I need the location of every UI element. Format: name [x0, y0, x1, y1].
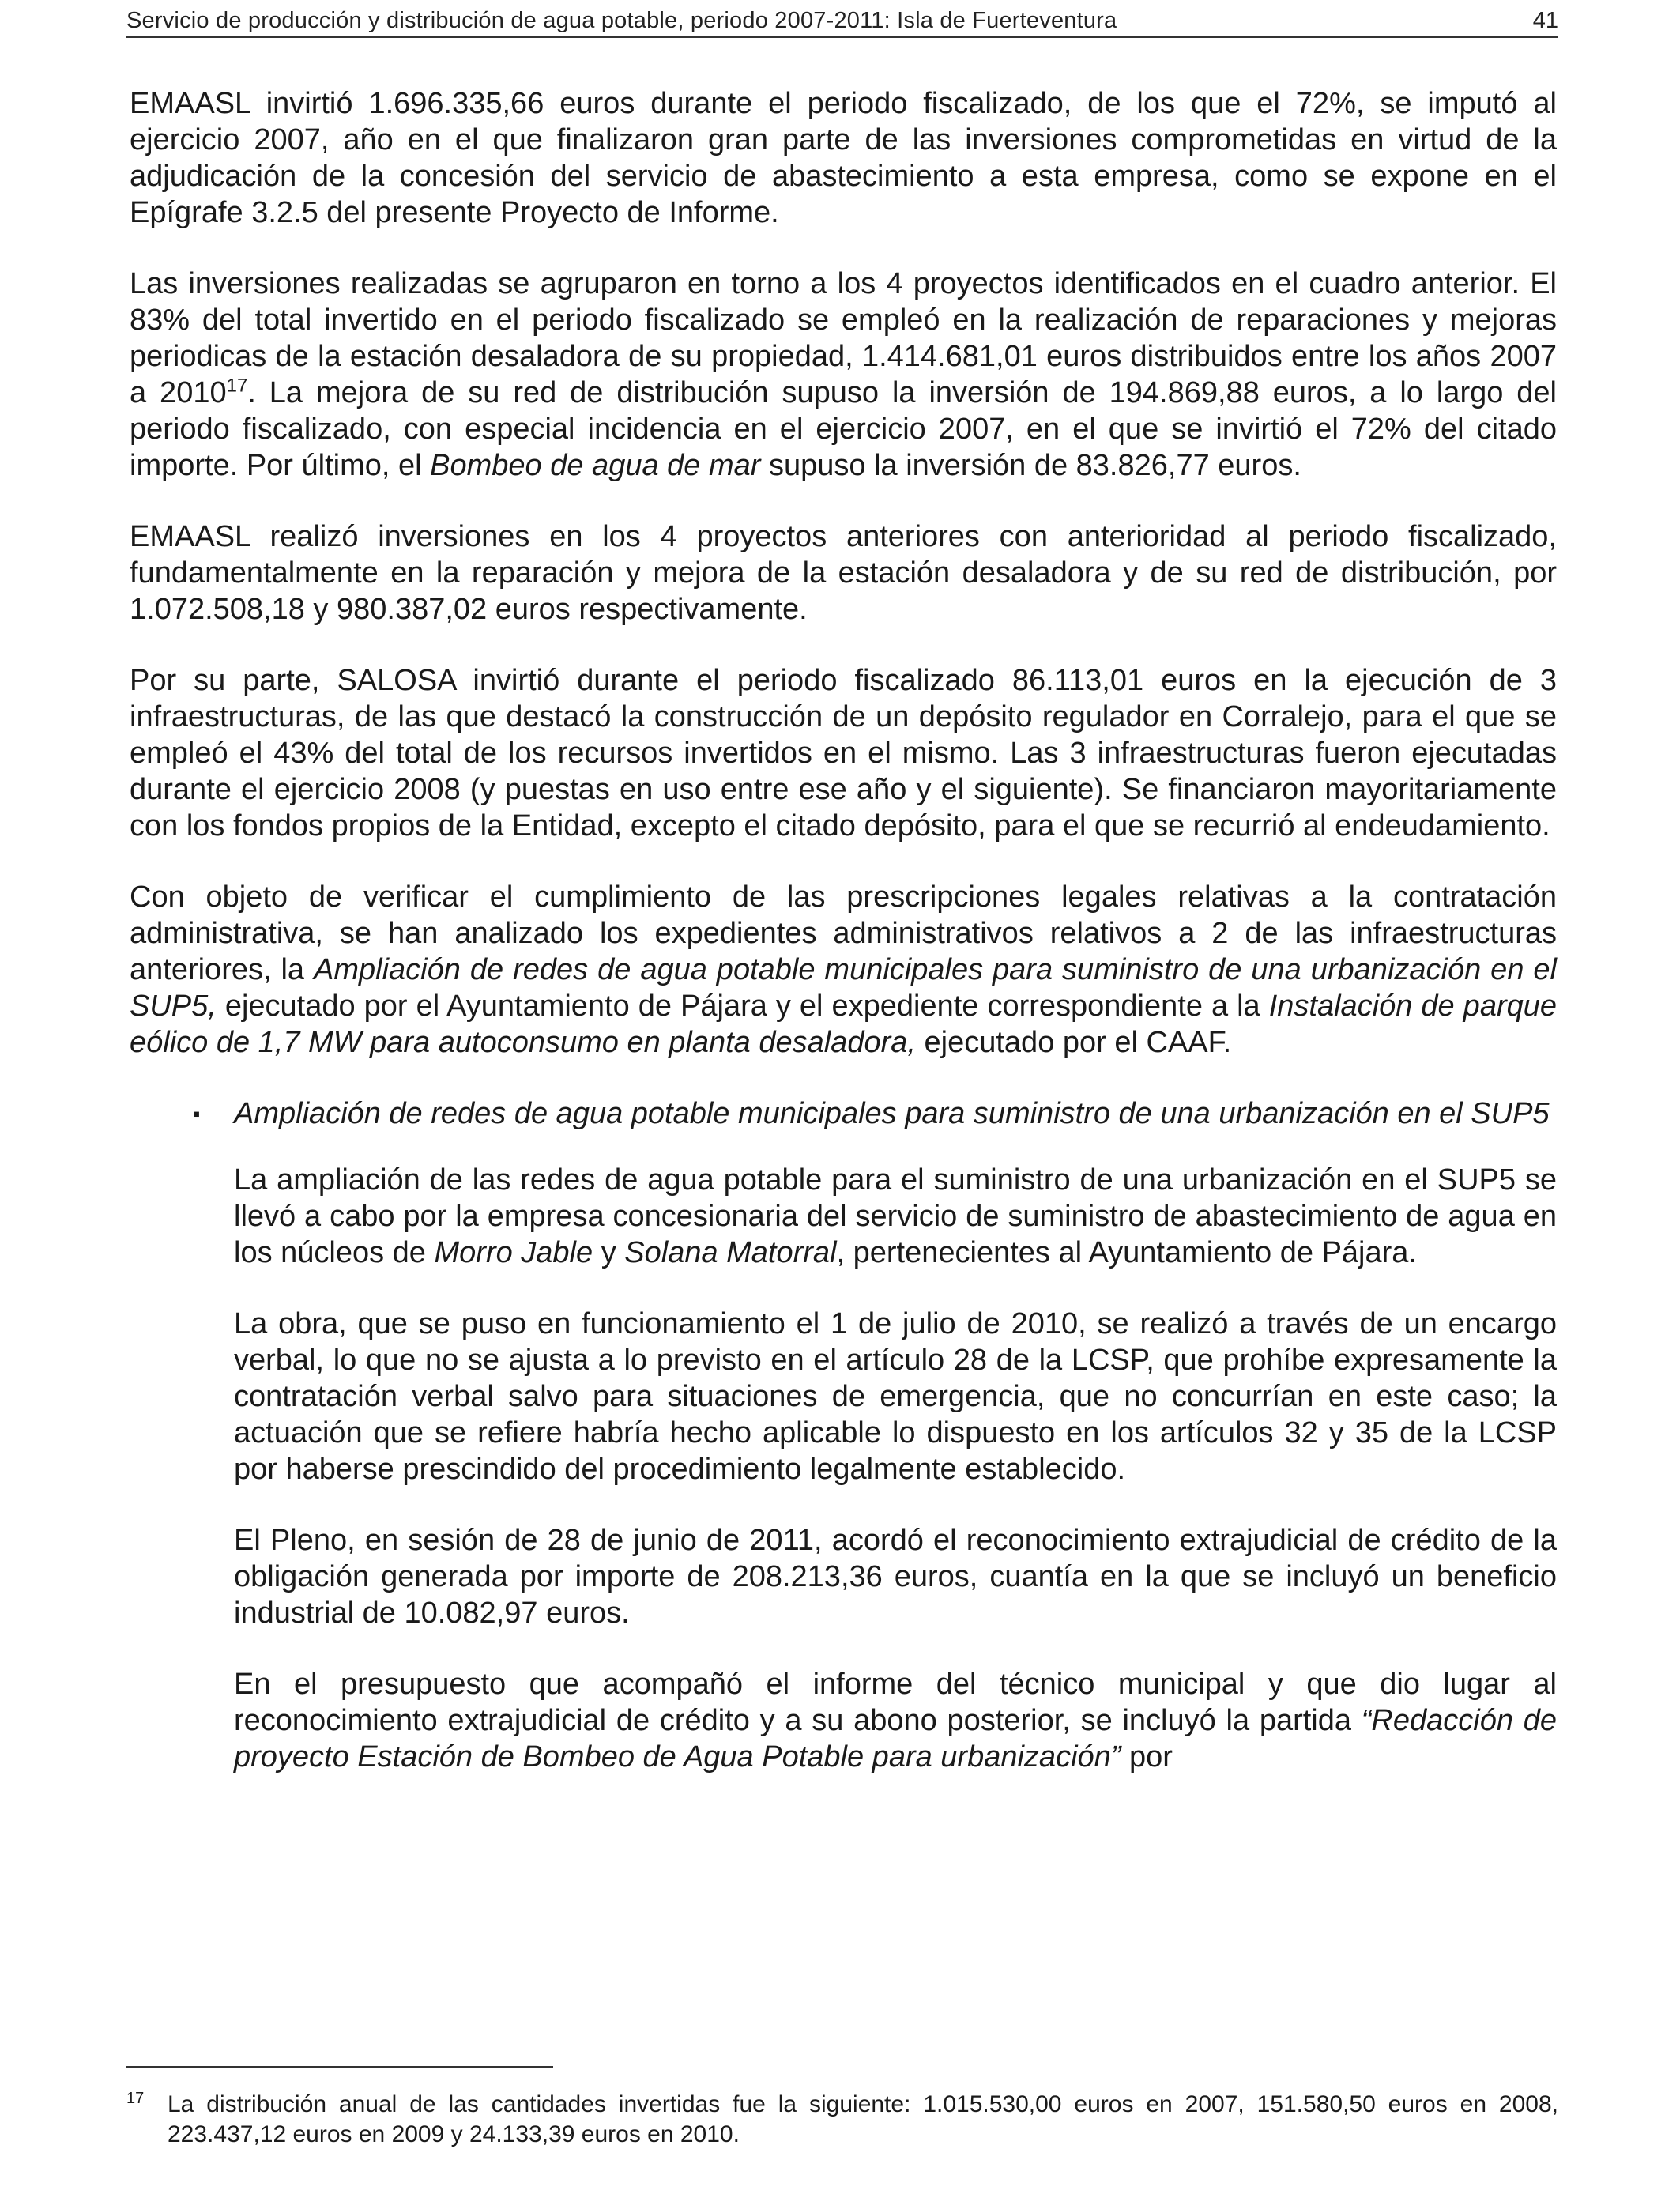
paragraph-text: por: [1121, 1740, 1173, 1774]
footnote-mark: 17: [126, 2090, 145, 2107]
paragraph-text: ejecutado por el Ayuntamiento de Pájara y el expediente correspondiente a la: [216, 990, 1269, 1023]
italic-place-name: Morro Jable: [434, 1236, 593, 1269]
paragraph-text: . La mejora de su red de distribución supuso la inversión de 194.869,88 euros, a lo largo del periodo fiscalizado, con especial incidencia en el ejercicio 2007, en el que se invirtió el 72% del citado importe. Por último, el: [130, 376, 1557, 482]
paragraph-text: La ampliación de las redes de agua potable para el suministro de una urbanización en el SUP5 se llevó a cabo por la empresa concesionaria del servicio de suministro de abastecimiento de agua en los núcleos de: [234, 1163, 1557, 1269]
paragraph-emaasl-investment: EMAASL invirtió 1.696.335,66 euros durante el periodo fiscalizado, de los que el 72%, se imputó al ejercicio 2007, año en el que finalizaron gran parte de las inversiones comprometidas en virtud de la adjudicación de la concesión del servicio de abastecimiento a esta empresa, como se expone en el Epígrafe 3.2.5 del presente Proyecto de Informe.: [130, 87, 1557, 229]
paragraph-text: y: [593, 1236, 625, 1269]
paragraph-investment-projects: [130, 266, 1557, 484]
paragraph-salosa-investment: Por su parte, SALOSA invirtió durante el periodo fiscalizado 86.113,01 euros en la ejecución de 3 infraestructuras, de las que destacó la construcción de un depósito regulador en Corralejo, para el que se empleó el 43% del total de los recursos invertidos en el mismo. Las 3 infraestructuras fueron ejecutadas durante el ejercicio 2008 (y puestas en uso entre ese año y el siguiente). Se financiaron mayoritariamente con los fondos propios de la Entidad, excepto el citado depósito, para el que se recurrió al endeudamiento.: [130, 664, 1557, 843]
page-number: 41: [1532, 8, 1558, 33]
page-header: [126, 5, 1558, 36]
footnote-rule: [126, 2066, 553, 2068]
italic-quoted-item: “Redacción de proyecto Estación de Bombeo de Agua Potable para urbanización”: [234, 1704, 1557, 1774]
italic-project-name: Bombeo de agua de mar: [430, 449, 761, 482]
bullet-section-sup5: [130, 1095, 1557, 1775]
footnote-reference[interactable]: 17: [226, 375, 248, 397]
paragraph-text: En el presupuesto que acompañó el informe del técnico municipal y que dio lugar al reconocimiento extrajudicial de crédito y a su abono posterior, se incluyó la partida: [234, 1668, 1557, 1737]
paragraph-text: Las inversiones realizadas se agruparon en torno a los 4 proyectos identificados en el cuadro anterior. El 83% del total invertido en el periodo fiscalizado se empleó en la realización de reparaciones y mejoras periodicas de la estación desaladora de su propiedad, 1.414.681,01 euros distribuidos entre los años 2007 a 2010: [130, 267, 1557, 409]
footnote: [126, 2090, 1558, 2150]
paragraph-text: , pertenecientes al Ayuntamiento de Pájara.: [836, 1236, 1417, 1269]
paragraph-text: ejecutado por el CAAF.: [915, 1026, 1232, 1059]
square-bullet-icon: ▪: [193, 1102, 201, 1125]
paragraph-verbal-contract: La obra, que se puso en funcionamiento el 1 de julio de 2010, se realizó a través de un encargo verbal, lo que no se ajusta a lo previsto en el artículo 28 de la LCSP, que prohíbe expresamente la contratación verbal salvo para situaciones de emergencia, que no concurrían en este caso; la actuación que se refiere habría hecho aplicable lo dispuesto en los artículos 32 y 35 de la LCSP por haberse prescindido del procedimiento legalmente establecido.: [234, 1307, 1557, 1486]
italic-project-name: Instalación de parque eólico de 1,7 MW para autoconsumo en planta desaladora,: [130, 990, 1558, 1059]
paragraph-contract-verification: [130, 879, 1557, 1061]
paragraph-sup5-extension: [234, 1162, 1557, 1271]
italic-place-name: Solana Matorral: [624, 1236, 837, 1269]
running-title: Servicio de producción y distribución de agua potable, periodo 2007-2011: Isla de Fuerteventura: [126, 8, 1117, 33]
bullet-title: Ampliación de redes de agua potable municipales para suministro de una urbanización en el SUP5: [234, 1097, 1550, 1130]
paragraph-budget-item: [234, 1666, 1557, 1775]
paragraph-plenary-session: El Pleno, en sesión de 28 de junio de 2011, acordó el reconocimiento extrajudicial de crédito de la obligación generada por importe de 208.213,36 euros, cuantía en la que se incluyó un beneficio industrial de 10.082,97 euros.: [234, 1524, 1557, 1630]
paragraph-prior-investments: EMAASL realizó inversiones en los 4 proyectos anteriores con anterioridad al periodo fiscalizado, fundamentalmente en la reparación y mejora de la estación desaladora y de su red de distribución, por 1.072.508,18 y 980.387,02 euros respectivamente.: [130, 520, 1557, 626]
italic-project-name: Ampliación de redes de agua potable municipales para suministro de una urbanización en el SUP5,: [130, 953, 1557, 1023]
document-body: [130, 85, 1557, 1810]
paragraph-text: supuso la inversión de 83.826,77 euros.: [760, 449, 1301, 482]
paragraph-text: Con objeto de verificar el cumplimiento de las prescripciones legales relativas a la contratación administrativa, se han analizado los expedientes administrativos relativos a 2 de las infraestructuras anteriores, la: [130, 880, 1557, 986]
header-rule: [126, 36, 1558, 38]
footnote-text: La distribución anual de las cantidades invertidas fue la siguiente: 1.015.530,00 euros en 2007, 151.580,50 euros en 2008, 223.437,12 euros en 2009 y 24.133,39 euros en 2010.: [168, 2091, 1558, 2147]
